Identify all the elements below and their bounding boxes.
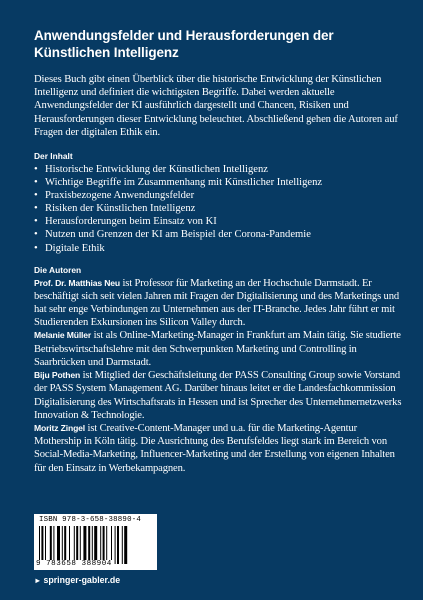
barcode-icon: [39, 526, 152, 564]
bullet-icon: •: [34, 242, 38, 254]
publisher-link[interactable]: [34, 575, 120, 585]
barcode-stripe: [57, 526, 60, 564]
bullet-icon: •: [34, 164, 38, 176]
barcode-stripe: [117, 526, 119, 564]
bullet-icon: •: [34, 229, 38, 241]
author-bio: [34, 329, 402, 369]
bullet-icon: •: [34, 177, 38, 189]
barcode-stripe: [100, 526, 101, 564]
author-bio: [34, 277, 402, 330]
list-item: • Herausforderungen beim Einsatz von KI: [34, 216, 217, 228]
list-item: • Wichtige Begriffe im Zusammenhang mit Künstlicher Intelligenz: [34, 177, 323, 189]
back-cover-content: [34, 27, 402, 475]
barcode-stripe: [103, 526, 105, 564]
barcode-stripe: [111, 526, 112, 564]
author-name: Biju Pothen: [34, 370, 81, 381]
barcode-stripe: [80, 526, 81, 564]
author-bio-text: ist als Online-Marketing-Manager in Frankfurt am Main tätig. Sie studierte Betriebswirtschaftslehre mit den Schwerpunkten Marketing und Controlling in Saarbrücken und Darmstadt.: [34, 330, 401, 368]
barcode-stripe: [122, 526, 123, 564]
author-bio-text: ist Creative-Content-Manager und u.a. für die Marketing-Agentur Mothership in Köln tätig. Die Ausrichtung des Berufsfeldes liegt stark im Bereich von Social-Media-Marketing, Influencer-Marketing und der Erstellung von eigenen Inhalten für den Einsatz in Werbekampagnen.: [34, 422, 395, 474]
book-title: Anwendungsfelder und Herausforderungen der Künstlichen Intelligenz: [34, 28, 334, 60]
barcode-stripe: [64, 526, 66, 564]
barcode-number: 9 783658 388904: [36, 560, 112, 568]
author-name: Prof. Dr. Matthias Neu: [34, 277, 120, 288]
barcode-stripe: [74, 526, 75, 564]
bullet-icon: •: [34, 216, 38, 228]
barcode-stripe: [94, 526, 97, 564]
author-bio: [34, 422, 402, 475]
barcode: [34, 514, 157, 570]
list-item: • Risiken der Künstlichen Intelligenz: [34, 203, 196, 215]
barcode-stripe: [88, 526, 90, 564]
intro-paragraph: Dieses Buch gibt einen Überblick über die historische Entwicklung der Künstlichen Intelligenz und definiert die wichtigsten Begriffe. Dabei werden aktuelle Anwendungsfelder der KI ausführlich dargestellt und Chancen, Risiken und Herausforderungen dieser Entwicklung beleuchtet. Abschließend gehen die Autoren auf Fragen der digitalen Ethik ein.: [34, 74, 398, 138]
list-item: • Praxisbezogene Anwendungsfelder: [34, 190, 195, 202]
arrow-icon: ►: [34, 576, 42, 585]
barcode-stripe: [53, 526, 54, 564]
barcode-stripe: [41, 526, 43, 564]
list-item: • Digitale Ethik: [34, 242, 105, 254]
isbn-label: ISBN 978-3-658-38890-4: [39, 516, 141, 524]
barcode-stripe: [50, 526, 52, 564]
bullet-icon: •: [34, 190, 38, 202]
barcode-stripe: [106, 526, 107, 564]
barcode-stripe: [45, 526, 46, 564]
barcode-stripe: [83, 526, 86, 564]
barcode-stripe: [39, 526, 40, 564]
barcode-stripe: [69, 526, 70, 564]
barcode-stripe: [92, 526, 93, 564]
author-bio-text: ist Mitglied der Geschäftsleitung der PASS Consulting Group sowie Vorstand der PASS System Management AG. Darüber hinaus leitet er die Landesfachkommission Digitalisierung des Wirtschaftsrats in Hessen und ist Sprecher des Unternehmernetzwerks Innovation & Technologie.: [34, 370, 402, 421]
list-item: • Historische Entwicklung der Künstlichen Intelligenz: [34, 164, 269, 176]
authors-heading: Die Autoren: [34, 264, 82, 275]
bullet-icon: •: [34, 203, 38, 215]
list-item: • Nutzen und Grenzen der KI am Beispiel der Corona-Pandemie: [34, 229, 311, 241]
author-bio: [34, 369, 402, 422]
barcode-stripe: [124, 526, 127, 564]
publisher-url: springer-gabler.de: [43, 575, 121, 585]
author-bio-text: ist Professor für Marketing an der Hochschule Darmstadt. Er beschäftigt sich seit vielen Jahren mit Fragen der Digitalisierung und des Marketings und hat sehr enge Verbindungen zu Unternehmen aus der IT-Branche. Jedes Jahr führt er mit Studierenden Exkursionen ins Silicon Valley durch.: [34, 277, 399, 329]
barcode-stripe: [62, 526, 63, 564]
author-name: Melanie Müller: [34, 330, 92, 341]
barcode-stripe: [76, 526, 78, 564]
author-name: Moritz Zingel: [34, 422, 86, 433]
contents-heading: Der Inhalt: [34, 151, 73, 162]
barcode-stripe: [115, 526, 116, 564]
contents-list: [34, 163, 402, 255]
